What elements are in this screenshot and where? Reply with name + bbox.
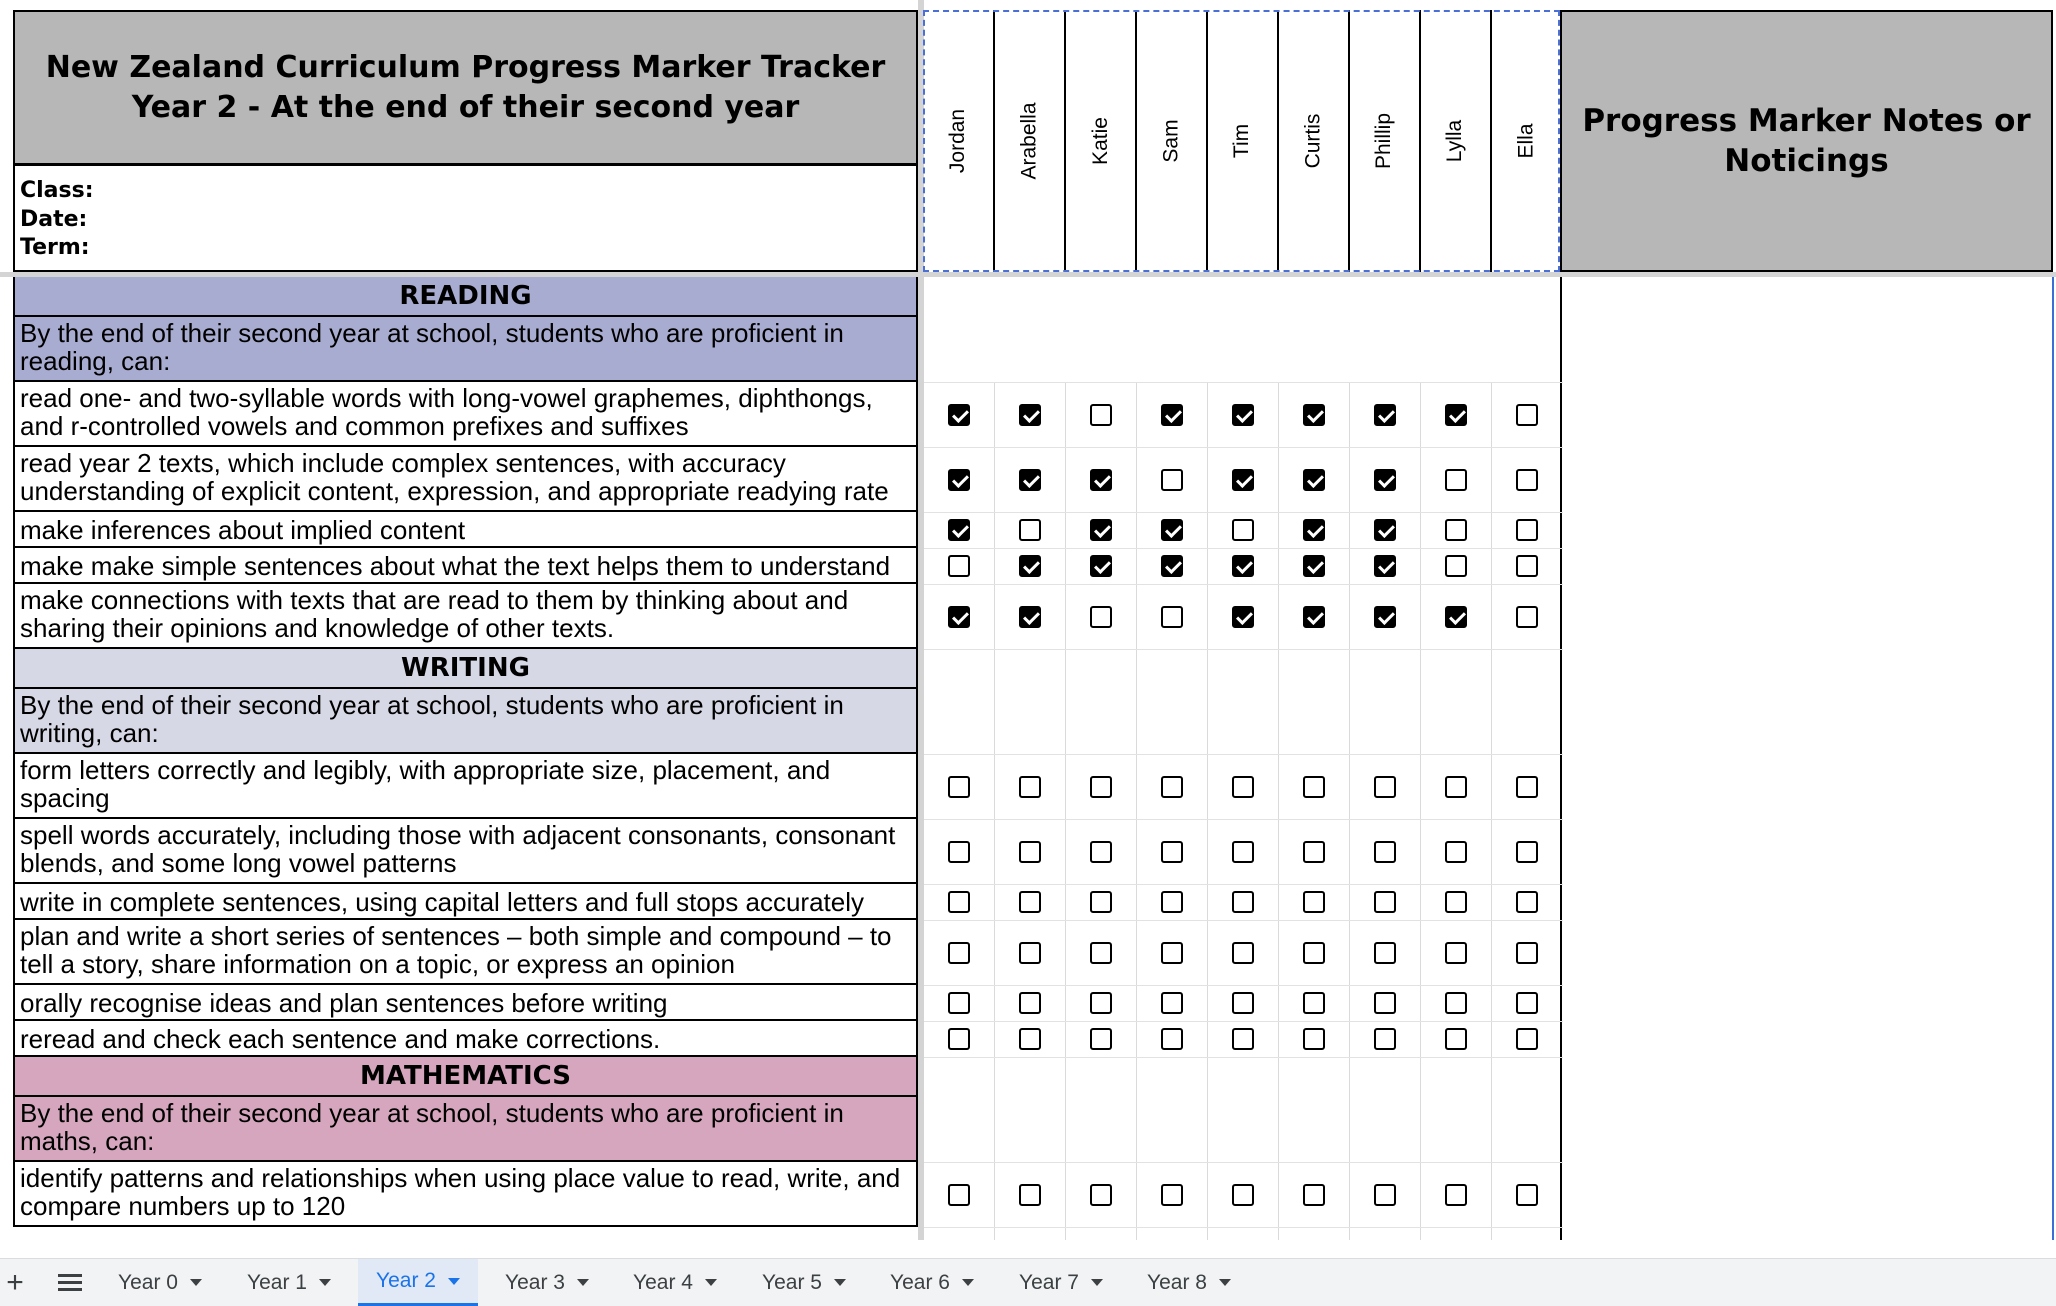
checkbox-sam[interactable] [1161, 606, 1183, 628]
checkbox-katie[interactable] [1090, 841, 1112, 863]
maths-section-title[interactable]: MATHEMATICS [13, 1057, 918, 1097]
checkbox-lylla[interactable] [1445, 942, 1467, 964]
reading-section-intro[interactable]: By the end of their second year at school, students who are proficient in reading, can: [13, 317, 918, 382]
checkbox-katie[interactable] [1090, 891, 1112, 913]
checkbox-jordan[interactable] [948, 776, 970, 798]
checkbox-sam[interactable] [1161, 776, 1183, 798]
checkbox-jordan[interactable] [948, 1184, 970, 1206]
tab-label: Year 2 [376, 1269, 436, 1292]
checkbox-tim[interactable] [1232, 469, 1254, 491]
tab-year-4[interactable] [633, 1259, 717, 1306]
term-label: Term: [20, 235, 90, 260]
tab-label: Year 6 [890, 1270, 950, 1294]
tab-year-6[interactable] [890, 1259, 974, 1306]
grid-column-line [1491, 382, 1492, 1240]
student-header-jordan[interactable] [924, 10, 995, 272]
student-header-phillip[interactable] [1350, 10, 1421, 272]
checkbox-lylla[interactable] [1445, 1184, 1467, 1206]
student-name: Sam [1159, 119, 1183, 163]
chevron-down-icon[interactable] [705, 1279, 717, 1286]
checkbox-lylla[interactable] [1445, 841, 1467, 863]
sheet-tab-bar [0, 1258, 2056, 1306]
student-header-lylla[interactable] [1421, 10, 1492, 272]
student-header-arabella[interactable] [995, 10, 1066, 272]
tab-label: Year 1 [247, 1270, 307, 1294]
progress-marker-row[interactable]: plan and write a short series of sentences – both simple and compound – to tell a story, share information on a topic, or express an opinion [13, 920, 918, 985]
chevron-down-icon[interactable] [834, 1279, 846, 1286]
checkbox-jordan[interactable] [948, 992, 970, 1014]
progress-marker-row[interactable]: orally recognise ideas and plan sentences before writing [13, 985, 918, 1021]
checkbox-arabella[interactable] [1019, 606, 1041, 628]
checkbox-jordan[interactable] [948, 606, 970, 628]
checkbox-curtis[interactable] [1303, 555, 1325, 577]
checkbox-curtis[interactable] [1303, 519, 1325, 541]
checkbox-phillip[interactable] [1374, 469, 1396, 491]
checkbox-tim[interactable] [1232, 519, 1254, 541]
checkbox-sam[interactable] [1161, 1028, 1183, 1050]
checkbox-jordan[interactable] [948, 469, 970, 491]
checkbox-arabella[interactable] [1019, 992, 1041, 1014]
checkbox-jordan[interactable] [948, 942, 970, 964]
checkbox-arabella[interactable] [1019, 519, 1041, 541]
checkbox-jordan[interactable] [948, 841, 970, 863]
checkbox-sam[interactable] [1161, 841, 1183, 863]
tab-year-1[interactable] [247, 1259, 331, 1306]
checkbox-phillip[interactable] [1374, 1184, 1396, 1206]
chevron-down-icon[interactable] [1219, 1279, 1231, 1286]
checkbox-jordan[interactable] [948, 555, 970, 577]
checkbox-arabella[interactable] [1019, 942, 1041, 964]
checkbox-katie[interactable] [1090, 404, 1112, 426]
grid-column-line [1420, 382, 1421, 1240]
checkbox-phillip[interactable] [1374, 891, 1396, 913]
checkbox-katie[interactable] [1090, 942, 1112, 964]
checkbox-ella[interactable] [1516, 555, 1538, 577]
grid-column-line [1136, 382, 1137, 1240]
checkbox-sam[interactable] [1161, 942, 1183, 964]
checkbox-katie[interactable] [1090, 606, 1112, 628]
student-header-katie[interactable] [1066, 10, 1137, 272]
checkbox-curtis[interactable] [1303, 992, 1325, 1014]
checkbox-katie[interactable] [1090, 1028, 1112, 1050]
checkbox-arabella[interactable] [1019, 555, 1041, 577]
checkbox-curtis[interactable] [1303, 891, 1325, 913]
checkbox-arabella[interactable] [1019, 776, 1041, 798]
grid-row-line [924, 649, 1563, 650]
checkbox-lylla[interactable] [1445, 404, 1467, 426]
checkbox-phillip[interactable] [1374, 555, 1396, 577]
checkbox-arabella[interactable] [1019, 1028, 1041, 1050]
student-name: Ella [1514, 123, 1538, 159]
student-name: Curtis [1301, 113, 1325, 169]
notes-column[interactable] [1560, 277, 2054, 1240]
grid-row-line [924, 382, 1563, 383]
checkbox-curtis[interactable] [1303, 776, 1325, 798]
checkbox-jordan[interactable] [948, 891, 970, 913]
tab-year-0[interactable] [118, 1259, 202, 1306]
student-header-tim[interactable] [1208, 10, 1279, 272]
student-name: Katie [1088, 117, 1112, 165]
checkbox-phillip[interactable] [1374, 519, 1396, 541]
checkbox-lylla[interactable] [1445, 891, 1467, 913]
tab-label: Year 7 [1019, 1270, 1079, 1294]
checkbox-katie[interactable] [1090, 1184, 1112, 1206]
checkbox-lylla[interactable] [1445, 469, 1467, 491]
notes-title: Progress Marker Notes or Noticings [1582, 103, 2031, 179]
checkbox-jordan[interactable] [948, 1028, 970, 1050]
checkbox-ella[interactable] [1516, 1028, 1538, 1050]
student-name: Lylla [1443, 119, 1467, 163]
writing-section-title[interactable]: WRITING [13, 649, 918, 689]
tab-label: Year 5 [762, 1270, 822, 1294]
class-info-cell[interactable] [13, 164, 918, 272]
checkbox-arabella[interactable] [1019, 841, 1041, 863]
checkbox-tim[interactable] [1232, 606, 1254, 628]
checkbox-tim[interactable] [1232, 776, 1254, 798]
checkbox-ella[interactable] [1516, 891, 1538, 913]
checkbox-ella[interactable] [1516, 992, 1538, 1014]
checkbox-tim[interactable] [1232, 992, 1254, 1014]
chevron-down-icon[interactable] [448, 1278, 460, 1285]
checkbox-katie[interactable] [1090, 519, 1112, 541]
progress-marker-row[interactable]: read year 2 texts, which include complex sentences, with accuracy understanding of explicit content, expression, and appropriate readying rate [13, 447, 918, 512]
progress-marker-row[interactable]: read one- and two-syllable words with long-vowel graphemes, diphthongs, and r-controlled vowels and common prefixes and suffixes [13, 382, 918, 447]
checkbox-sam[interactable] [1161, 469, 1183, 491]
tracker-title[interactable] [13, 10, 918, 165]
grid-row-line [924, 985, 1563, 986]
grid-row-line [924, 1057, 1563, 1058]
checkbox-sam[interactable] [1161, 891, 1183, 913]
grid-row-line [924, 754, 1563, 755]
grid-column-line [1278, 382, 1279, 1240]
progress-marker-row[interactable]: spell words accurately, including those with adjacent consonants, consonant blends, and some long vowel patterns [13, 819, 918, 884]
checkbox-tim[interactable] [1232, 1028, 1254, 1050]
grid-row-line [924, 584, 1563, 585]
title-line-1: New Zealand Curriculum Progress Marker Tracker [45, 49, 886, 85]
checkbox-curtis[interactable] [1303, 1184, 1325, 1206]
tab-year-5[interactable] [762, 1259, 846, 1306]
progress-marker-row[interactable]: write in complete sentences, using capital letters and full stops accurately [13, 884, 918, 920]
grid-column-line [1065, 382, 1066, 1240]
checkbox-sam[interactable] [1161, 519, 1183, 541]
checkbox-tim[interactable] [1232, 841, 1254, 863]
checkbox-curtis[interactable] [1303, 469, 1325, 491]
progress-marker-row[interactable]: make make simple sentences about what the text helps them to understand [13, 548, 918, 584]
checkbox-sam[interactable] [1161, 555, 1183, 577]
progress-marker-row[interactable]: make inferences about implied content [13, 512, 918, 548]
progress-marker-row[interactable]: form letters correctly and legibly, with appropriate size, placement, and spacing [13, 754, 918, 819]
checkbox-sam[interactable] [1161, 1184, 1183, 1206]
notes-header[interactable] [1560, 10, 2053, 272]
grid-row-line [924, 819, 1563, 820]
checkbox-lylla[interactable] [1445, 519, 1467, 541]
checkbox-sam[interactable] [1161, 992, 1183, 1014]
checkbox-phillip[interactable] [1374, 841, 1396, 863]
plus-icon[interactable]: + [6, 1265, 24, 1299]
maths-section-intro[interactable]: By the end of their second year at school, students who are proficient in maths, can: [13, 1097, 918, 1162]
grid-column-line [994, 382, 995, 1240]
chevron-down-icon[interactable] [190, 1279, 202, 1286]
writing-section-intro[interactable]: By the end of their second year at school, students who are proficient in writing, can: [13, 689, 918, 754]
checkbox-ella[interactable] [1516, 606, 1538, 628]
chevron-down-icon[interactable] [319, 1279, 331, 1286]
tab-label: Year 3 [505, 1270, 565, 1294]
checkbox-lylla[interactable] [1445, 555, 1467, 577]
checkbox-tim[interactable] [1232, 1184, 1254, 1206]
chevron-down-icon[interactable] [962, 1279, 974, 1286]
student-name: Jordan [946, 108, 970, 174]
checkbox-lylla[interactable] [1445, 606, 1467, 628]
tab-year-2[interactable] [358, 1259, 478, 1306]
checkbox-tim[interactable] [1232, 891, 1254, 913]
checkbox-jordan[interactable] [948, 519, 970, 541]
progress-marker-row[interactable]: identify patterns and relationships when using place value to read, write, and compare numbers up to 120 [13, 1162, 918, 1227]
checkbox-ella[interactable] [1516, 942, 1538, 964]
checkbox-ella[interactable] [1516, 469, 1538, 491]
checkbox-lylla[interactable] [1445, 992, 1467, 1014]
checkbox-katie[interactable] [1090, 776, 1112, 798]
student-name: Tim [1230, 123, 1254, 159]
checkbox-ella[interactable] [1516, 841, 1538, 863]
progress-marker-row[interactable]: reread and check each sentence and make corrections. [13, 1021, 918, 1057]
checkbox-phillip[interactable] [1374, 776, 1396, 798]
checkbox-curtis[interactable] [1303, 606, 1325, 628]
chevron-down-icon[interactable] [577, 1279, 589, 1286]
checkbox-arabella[interactable] [1019, 891, 1041, 913]
checkbox-arabella[interactable] [1019, 469, 1041, 491]
tab-label: Year 4 [633, 1270, 693, 1294]
checkbox-curtis[interactable] [1303, 942, 1325, 964]
grid-column-line [1207, 382, 1208, 1240]
reading-section-title[interactable]: READING [13, 277, 918, 317]
checkbox-arabella[interactable] [1019, 404, 1041, 426]
date-label: Date: [20, 206, 88, 232]
checkbox-jordan[interactable] [948, 404, 970, 426]
checkbox-lylla[interactable] [1445, 776, 1467, 798]
grid-row-line [924, 447, 1563, 448]
sheet-list-icon[interactable] [58, 1274, 82, 1292]
checkbox-phillip[interactable] [1374, 942, 1396, 964]
grid-row-line [924, 512, 1563, 513]
student-name: Phillip [1372, 112, 1396, 170]
checkbox-phillip[interactable] [1374, 992, 1396, 1014]
tab-year-3[interactable] [505, 1259, 589, 1306]
class-label: Class: [20, 178, 94, 203]
title-line-2: Year 2 - At the end of their second year [131, 89, 800, 125]
tab-label: Year 0 [118, 1270, 178, 1294]
chevron-down-icon[interactable] [1091, 1279, 1103, 1286]
checkbox-tim[interactable] [1232, 555, 1254, 577]
checkbox-katie[interactable] [1090, 469, 1112, 491]
student-header-ella[interactable] [1492, 10, 1563, 272]
checkbox-curtis[interactable] [1303, 1028, 1325, 1050]
grid-row-line [924, 920, 1563, 921]
checkbox-curtis[interactable] [1303, 841, 1325, 863]
checkbox-katie[interactable] [1090, 992, 1112, 1014]
checkbox-phillip[interactable] [1374, 606, 1396, 628]
grid-row-line [924, 1162, 1563, 1163]
student-header-sam[interactable] [1137, 10, 1208, 272]
grid-row-line [924, 884, 1563, 885]
grid-row-line [924, 1021, 1563, 1022]
checkbox-ella[interactable] [1516, 519, 1538, 541]
checkbox-phillip[interactable] [1374, 1028, 1396, 1050]
checkbox-phillip[interactable] [1374, 404, 1396, 426]
checkbox-tim[interactable] [1232, 404, 1254, 426]
tab-year-7[interactable] [1019, 1259, 1103, 1306]
checkbox-ella[interactable] [1516, 1184, 1538, 1206]
tab-year-8[interactable] [1147, 1259, 1231, 1306]
checkbox-arabella[interactable] [1019, 1184, 1041, 1206]
checkbox-lylla[interactable] [1445, 1028, 1467, 1050]
student-header-curtis[interactable] [1279, 10, 1350, 272]
checkbox-ella[interactable] [1516, 776, 1538, 798]
student-name: Arabella [1017, 102, 1041, 180]
checkbox-sam[interactable] [1161, 404, 1183, 426]
grid-column-line [1349, 382, 1350, 1240]
checkbox-tim[interactable] [1232, 942, 1254, 964]
progress-marker-row[interactable]: make connections with texts that are read to them by thinking about and sharing their opinions and knowledge of other texts. [13, 584, 918, 649]
checkbox-katie[interactable] [1090, 555, 1112, 577]
checkbox-curtis[interactable] [1303, 404, 1325, 426]
tab-label: Year 8 [1147, 1270, 1207, 1294]
checkbox-ella[interactable] [1516, 404, 1538, 426]
grid-row-line [924, 1227, 1563, 1228]
grid-row-line [924, 548, 1563, 549]
